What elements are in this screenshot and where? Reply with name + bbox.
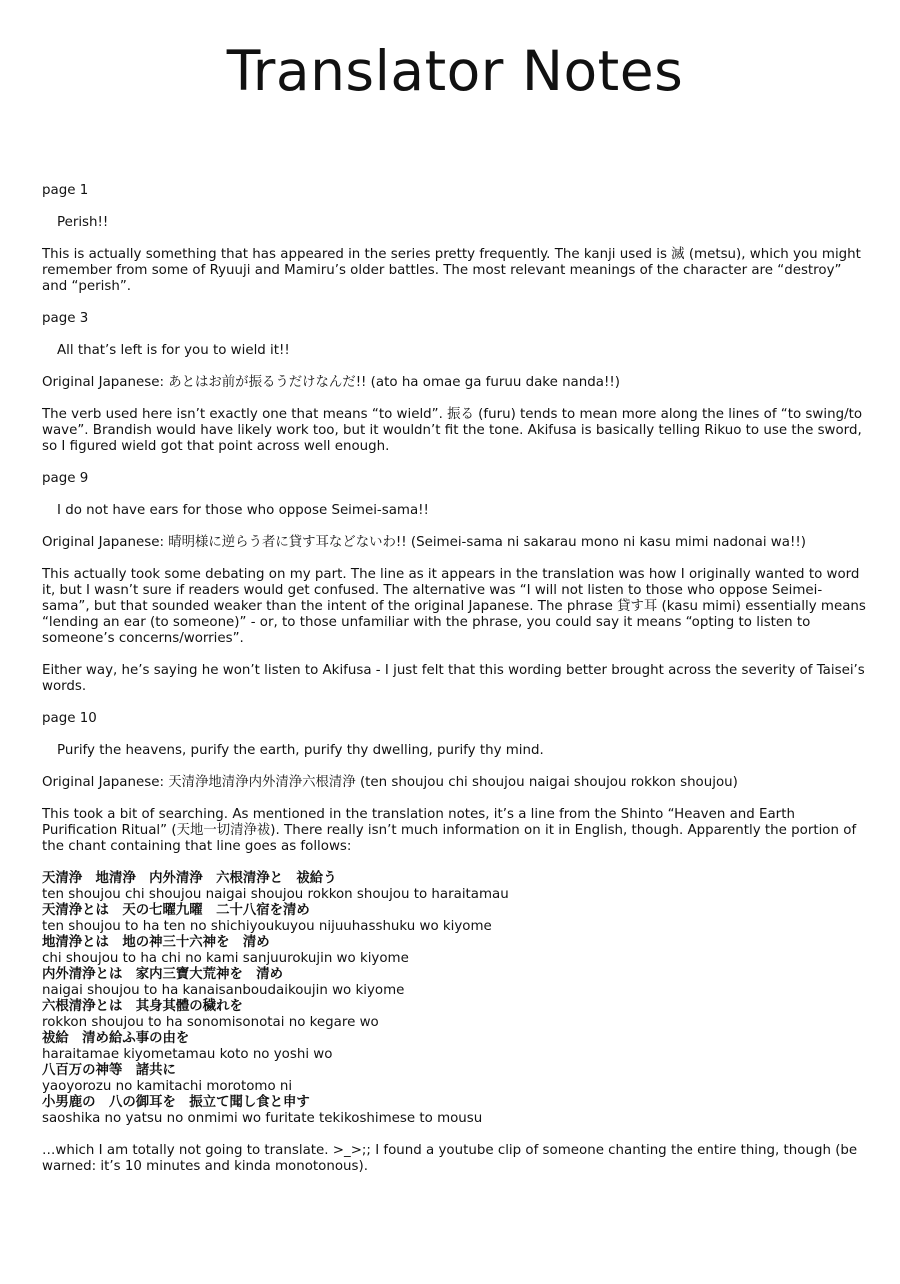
chant-line-romaji: rokkon shoujou to ha sonomisonotai no kegare wo bbox=[42, 1015, 379, 1030]
original-japanese-page-9: Original Japanese: 晴明様に逆らう者に貸す耳などないわ!! (Seimei-sama ni sakarau mono ni kasu mimi nadonai wa!!) bbox=[42, 535, 806, 550]
section-heading-page-10: page 10 bbox=[42, 711, 97, 726]
quote-page-9: I do not have ears for those who oppose Seimei-sama!! bbox=[57, 503, 429, 518]
page-title: Translator Notes bbox=[226, 39, 684, 103]
section-heading-page-3: page 3 bbox=[42, 311, 89, 326]
quote-page-3: All that’s left is for you to wield it!! bbox=[57, 343, 290, 358]
quote-page-10: Purify the heavens, purify the earth, purify thy dwelling, purify thy mind. bbox=[57, 743, 544, 758]
chant-line-japanese: 祓給 清め給ふ事の由を bbox=[42, 1031, 190, 1046]
chant-line-japanese: 内外清浄とは 家内三寶大荒神を 清め bbox=[42, 967, 284, 982]
chant-line-japanese: 小男鹿の 八の御耳を 振立て聞し食と申す bbox=[42, 1095, 310, 1110]
chant-line-japanese: 地清浄とは 地の神三十六神を 清め bbox=[42, 935, 270, 950]
chant-line-romaji: saoshika no yatsu no onmimi wo furitate tekikoshimese to mousu bbox=[42, 1111, 483, 1126]
section-heading-page-9: page 9 bbox=[42, 471, 89, 486]
note-paragraph-page-9-b: Either way, he’s saying he won’t listen to Akifusa - I just felt that this wording better brought across the severity of Taisei’s words. bbox=[42, 663, 865, 694]
quote-page-1: Perish!! bbox=[57, 215, 109, 230]
original-japanese-page-10: Original Japanese: 天清浄地清浄内外清浄六根清浄 (ten shoujou chi shoujou naigai shoujou rokkon shoujou) bbox=[42, 775, 738, 790]
note-paragraph-page-9-a: This actually took some debating on my part. The line as it appears in the translation was how I originally wanted to word it, but I wasn’t sure if readers would get confused. The alternative was “I will not listen to those who oppose Seimei-sama”, but that sounded weaker than the intent of the original Japanese. The phrase 貸す耳 (kasu mimi) essentially means “lending an ear (to someone)” - or, to those unfamiliar with the phrase, you could say it means “opting to listen to someone’s concerns/worries”. bbox=[42, 567, 866, 646]
notes-body bbox=[42, 183, 867, 1191]
chant-line-romaji: ten shoujou chi shoujou naigai shoujou rokkon shoujou to haraitamau bbox=[42, 887, 509, 902]
chant-line-japanese: 天清浄とは 天の七曜九曜 二十八宿を清め bbox=[42, 903, 310, 918]
section-heading-page-1: page 1 bbox=[42, 183, 89, 198]
note-paragraph-page-10: This took a bit of searching. As mentioned in the translation notes, it’s a line from the Shinto “Heaven and Earth Purification Ritual” (天地一切清浄祓). There really isn’t much information on it in English, though. Apparently the portion of the chant containing that line goes as follows: bbox=[42, 807, 857, 854]
chant-line-romaji: ten shoujou to ha ten no shichiyoukuyou nijuuhasshuku wo kiyome bbox=[42, 919, 492, 934]
chant-line-japanese: 八百万の神等 諸共に bbox=[42, 1063, 176, 1078]
chant-line-japanese: 天清浄 地清浄 内外清浄 六根清浄と 祓給う bbox=[42, 871, 337, 886]
note-paragraph-page-3: The verb used here isn’t exactly one that means “to wield”. 振る (furu) tends to mean more along the lines of “to swing/to wave”. Brandish would have likely work too, but it wouldn’t fit the tone. Akifusa is basically telling Rikuo to use the sword, so I figured wield got that point across well enough. bbox=[42, 407, 863, 454]
chant-line-japanese: 六根清浄とは 其身其體の穢れを bbox=[42, 999, 243, 1014]
original-japanese-page-3: Original Japanese: あとはお前が振るうだけなんだ!! (ato ha omae ga furuu dake nanda!!) bbox=[42, 375, 620, 390]
chant-line-romaji: naigai shoujou to ha kanaisanboudaikoujin wo kiyome bbox=[42, 983, 405, 998]
chant-line-romaji: haraitamae kiyometamau koto no yoshi wo bbox=[42, 1047, 333, 1062]
chant-line-romaji: yaoyorozu no kamitachi morotomo ni bbox=[42, 1079, 293, 1094]
chant-text-block bbox=[42, 871, 867, 1127]
closing-paragraph: …which I am totally not going to translate. >_>;; I found a youtube clip of someone chanting the entire thing, though (be warned: it’s 10 minutes and kinda monotonous). bbox=[42, 1143, 858, 1174]
chant-line-romaji: chi shoujou to ha chi no kami sanjuurokujin wo kiyome bbox=[42, 951, 409, 966]
note-paragraph-page-1: This is actually something that has appeared in the series pretty frequently. The kanji used is 滅 (metsu), which you might remember from some of Ryuuji and Mamiru’s older battles. The most relevant meanings of the character are “destroy” and “perish”. bbox=[42, 247, 861, 294]
